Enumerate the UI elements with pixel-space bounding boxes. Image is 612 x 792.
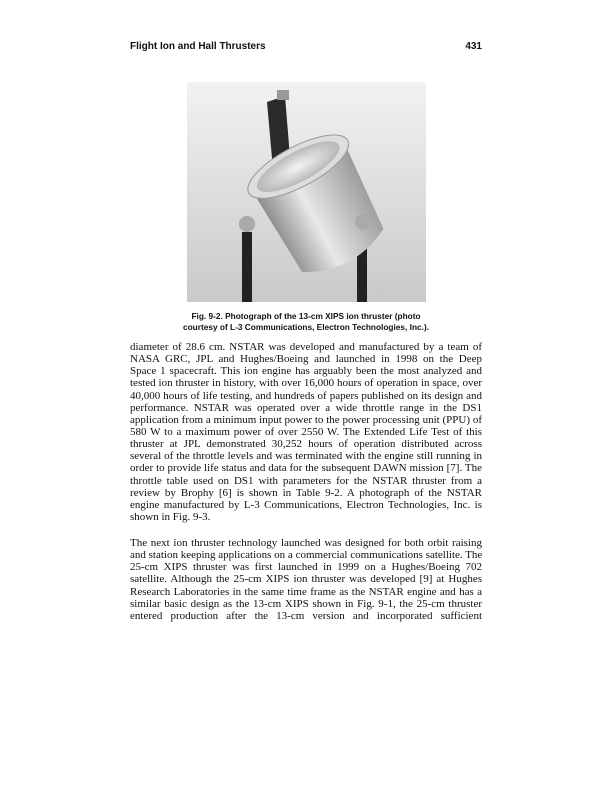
text-line: review by Brophy [6] is shown in Table 9-2. A photograph of the NSTAR: [130, 486, 482, 499]
text-line: similar basic design as the 13-cm XIPS shown in Fig. 9-1, the 25-cm thruster: [130, 597, 482, 610]
paragraph-2: [130, 537, 482, 622]
figure-caption: [150, 311, 462, 333]
page-number: 431: [465, 41, 482, 52]
text-line: entered production after the 13-cm version and incorporated sufficient: [130, 609, 482, 622]
text-line: Space 1 spacecraft. This ion engine has arguably been the most analyzed and: [130, 365, 482, 378]
text-line: satellite. Although the 25-cm XIPS ion thruster was developed [9] at Hughes: [130, 573, 482, 586]
text-line: diameter of 28.6 cm. NSTAR was developed and manufactured by a team of: [130, 341, 482, 353]
text-line: throttle table used on DS1 with parameters for the NSTAR thruster from a: [130, 474, 482, 487]
paragraph-1: [130, 341, 482, 523]
text-line: 40,000 hours of life testing, and hundreds of papers published on its design and: [130, 389, 482, 402]
text-line: 580 W to a maximum power of over 2550 W. The Extended Life Test of this: [130, 425, 482, 438]
text-line: engine manufactured by L-3 Communications, Electron Technologies, Inc. is: [130, 498, 482, 511]
text-line: performance. NSTAR was operated over a wide throttle range in the DS1: [130, 401, 482, 414]
text-line: tested ion thruster in history, with over 16,000 hours of operation in space, over: [130, 377, 482, 390]
text-line: 25-cm XIPS thruster was first launched in 1999 on a Hughes/Boeing 702: [130, 561, 482, 574]
text-line: shown in Fig. 9-3.: [130, 510, 211, 523]
text-line: NASA GRC, JPL and Hughes/Boeing and launched in 1998 on the Deep: [130, 353, 482, 366]
text-line: thruster at JPL demonstrated 30,252 hours of operation distributed across: [130, 438, 482, 451]
text-line: order to provide life status and data for the subsequent DAWN mission [7]. The: [130, 462, 482, 475]
text-line: Research Laboratories in the same time frame as the NSTAR engine and has a: [130, 585, 482, 598]
text-line: application from a minimum input power to the power processing unit (PPU) of: [130, 413, 482, 426]
thruster-photo: [187, 82, 426, 302]
caption-line: Fig. 9-2. Photograph of the 13-cm XIPS ion thruster (photo: [191, 311, 421, 321]
text-line: The next ion thruster technology launched was designed for both orbit raising: [130, 537, 482, 549]
running-title: Flight Ion and Hall Thrusters: [130, 41, 266, 52]
text-line: several of the throttle levels and was terminated with the engine still running in: [130, 450, 482, 463]
text-line: and station keeping applications on a commercial communications satellite. The: [130, 549, 483, 562]
caption-line: courtesy of L-3 Communications, Electron Technologies, Inc.).: [182, 322, 430, 332]
